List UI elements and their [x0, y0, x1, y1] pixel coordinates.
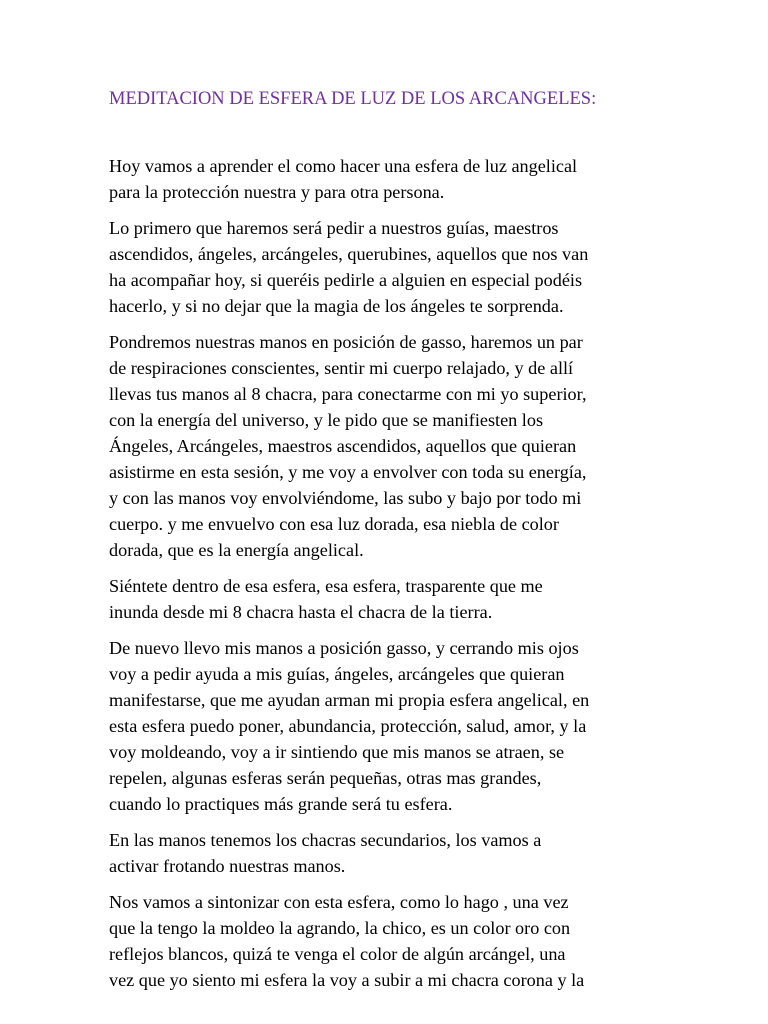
- text-line: voy moldeando, voy a ir sintiendo que mis manos se atraen, se: [109, 742, 565, 762]
- text-line: y con las manos voy envolviéndome, las subo y bajo por todo mi: [109, 488, 582, 508]
- paragraph: [109, 635, 669, 817]
- text-line: que la tengo la moldeo la agrando, la chico, es un color oro con: [109, 918, 571, 938]
- paragraph: [109, 827, 669, 879]
- text-line: dorada, que es la energía angelical.: [109, 540, 364, 560]
- text-line: En las manos tenemos los chacras secundarios, los vamos a: [109, 830, 542, 850]
- text-line: cuando lo practiques más grande será tu esfera.: [109, 794, 453, 814]
- text-line: manifestarse, que me ayudan arman mi propia esfera angelical, en: [109, 690, 590, 710]
- paragraph: [109, 215, 669, 319]
- text-line: de respiraciones conscientes, sentir mi cuerpo relajado, y de allí: [109, 358, 574, 378]
- text-line: Pondremos nuestras manos en posición de gasso, haremos un par: [109, 332, 583, 352]
- text-line: cuerpo. y me envuelvo con esa luz dorada, esa niebla de color: [109, 514, 559, 534]
- text-line: ha acompañar hoy, si queréis pedirle a alguien en especial podéis: [109, 270, 583, 290]
- paragraph: [109, 329, 669, 563]
- text-line: asistirme en esta sesión, y me voy a envolver con toda su energía,: [109, 462, 587, 482]
- text-line: con la energía del universo, y le pido que se manifiesten los: [109, 410, 544, 430]
- text-line: reflejos blancos, quizá te venga el color de algún arcángel, una: [109, 944, 566, 964]
- text-line: Ángeles, Arcángeles, maestros ascendidos, aquellos que quieran: [109, 436, 577, 456]
- document-title: MEDITACION DE ESFERA DE LUZ DE LOS ARCANGELES:: [109, 89, 597, 109]
- text-line: esta esfera puedo poner, abundancia, protección, salud, amor, y la: [109, 716, 587, 736]
- paragraph: [109, 573, 669, 625]
- document-body: [109, 153, 669, 1003]
- text-line: para la protección nuestra y para otra persona.: [109, 182, 445, 202]
- paragraph: [109, 153, 669, 205]
- paragraph: [109, 889, 669, 993]
- text-line: Lo primero que haremos será pedir a nuestros guías, maestros: [109, 218, 559, 238]
- text-line: De nuevo llevo mis manos a posición gasso, y cerrando mis ojos: [109, 638, 579, 658]
- text-line: hacerlo, y si no dejar que la magia de los ángeles te sorprenda.: [109, 296, 564, 316]
- text-line: Siéntete dentro de esa esfera, esa esfera, trasparente que me: [109, 576, 543, 596]
- text-line: Nos vamos a sintonizar con esta esfera, como lo hago , una vez: [109, 892, 569, 912]
- text-line: repelen, algunas esferas serán pequeñas, otras mas grandes,: [109, 768, 542, 788]
- text-line: voy a pedir ayuda a mis guías, ángeles, arcángeles que quieran: [109, 664, 565, 684]
- text-line: vez que yo siento mi esfera la voy a subir a mi chacra corona y la: [109, 970, 585, 990]
- text-line: llevas tus manos al 8 chacra, para conectarme con mi yo superior,: [109, 384, 587, 404]
- text-line: activar frotando nuestras manos.: [109, 856, 346, 876]
- text-line: ascendidos, ángeles, arcángeles, querubines, aquellos que nos van: [109, 244, 589, 264]
- text-line: Hoy vamos a aprender el como hacer una esfera de luz angelical: [109, 156, 578, 176]
- text-line: inunda desde mi 8 chacra hasta el chacra de la tierra.: [109, 602, 493, 622]
